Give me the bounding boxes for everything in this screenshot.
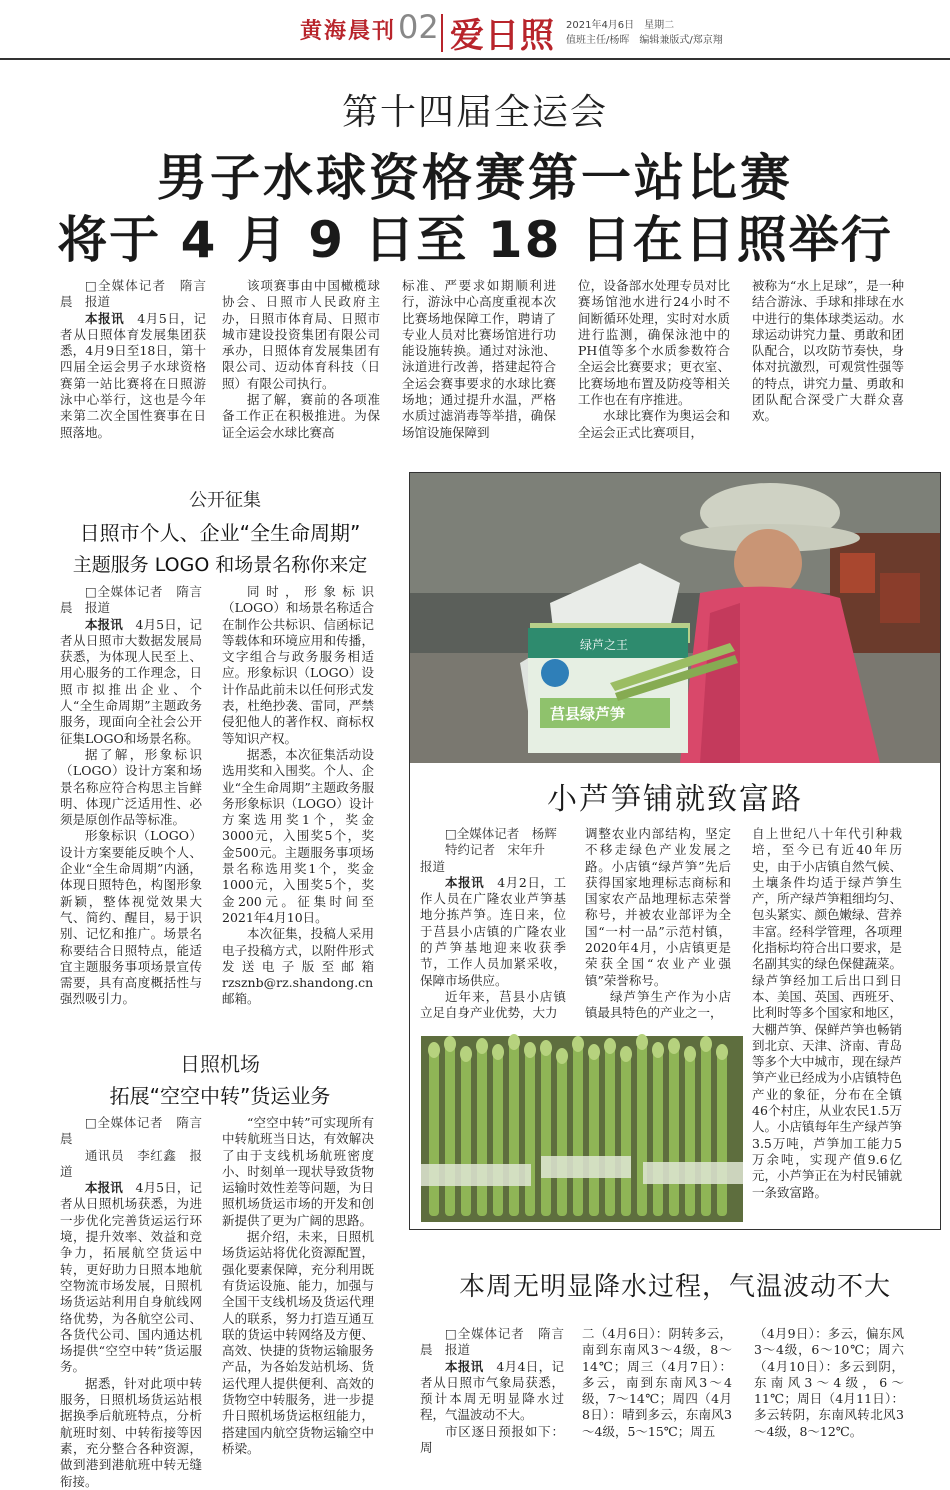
logo-kicker: 公开征集 [189, 490, 261, 511]
lead-col4b-text: 水球比赛作为奥运会和全运会正式比赛项目， [578, 408, 730, 440]
logo-lead: 本报讯 [85, 616, 123, 632]
airport-p3: “空空中转”可实现所有中转航班当日达，有效解决了由于支线机场航班密度小、时刻单一现状导致货物运输时效性差等问题，为日照机场货运市场的开发和创新提供了更为广阔的思路。 [222, 1115, 374, 1228]
asparagus-p4: 绿芦笋生产作为小店镇最具特色的产业之一， [585, 988, 731, 1021]
lead-kicker: 第十四届全运会 [341, 92, 608, 133]
airport-p1: 4月5日，记者从日照机场获悉，为进一步优化完善货运运行环境，提升效率、效益和竞争力，拓展航空货运中转，更好助力日照本地航空物流市场发展，日照机场货运站利用自身航线网络优势，为各航空公司、各货代公司、国内通达机场提供“空空中转”货运服务。 [60, 1180, 202, 1375]
page-number: 02 [398, 8, 439, 46]
lead-headline-2: 将于 4 月 9 日至 18 日在日照举行 [57, 211, 893, 269]
asparagus-byline-1: □全媒体记者 杨辉 [445, 826, 557, 841]
airport-title: 拓展“空空中转”货运业务 [109, 1084, 331, 1108]
weather-lead: 本报讯 [445, 1358, 484, 1374]
masthead-logo: 黄海晨刊 [300, 18, 397, 44]
masthead-divider [441, 14, 443, 52]
lead-byline: □全媒体记者 隋言晨 报道 [60, 278, 206, 310]
date-line: 2021年4月6日 星期二 [566, 20, 675, 31]
airport-byline-2: 通讯员 李红鑫 报道 [60, 1147, 202, 1179]
weather-col3: （4月9日）：多云，偏东风3～4级，6～10℃；周六（4月10日）：多云到阴，东南风3～4级，6～11℃；周日（4月11日）：多云转阴，东南风转北风3～4级，8～12℃。 [754, 1326, 904, 1439]
asparagus-col-2 [585, 826, 731, 1022]
weather-col-3 [754, 1326, 904, 1438]
asparagus-col-1 [420, 826, 566, 1022]
asparagus-p5: 自上世纪八十年代引种栽培，至今已有近40年历史，由于小店镇自然气候、土壤条件均适于绿芦笋生产，所产绿芦笋粗细均匀、包头紧实、颜色嫩绿、营养丰富。经科学管理，各项理化指标均符合出口要求，是名副其实的绿色保健蔬菜。绿芦笋经加工后出口到日本、美国、英国、西班牙、比利时等多个国家和地区，大棚芦笋、保鲜芦笋也畅销到北京、天津、济南、青岛等多个大中城市，现在绿芦笋产业已经成为小店镇特色产业的象征，分布在全镇46个村庄，从业农民1.5万人。小店镇每年生产绿芦笋3.5万吨，芦笋加工能力5万余吨，实现产值9.6亿元，小芦笋正在为村民铺就一条致富路。 [752, 826, 903, 1200]
logo-p1: 4月5日，记者从日照市大数据发展局获悉，为体现人民至上、用心服务的工作理念，日照市拟推出企业、个人“全生命周期”主题政务服务，现面向全社会公开征集LOGO和场景名称。 [60, 616, 202, 746]
asparagus-p1: 4月2日，工作人员在广隆农业芦笋基地分拣芦笋。连日来，位于莒县小店镇的广隆农业的芦笋基地迎来收获季节，工作人员加紧采收，保障市场供应。 [420, 874, 566, 988]
weather-p1: 4月4日，记者从日照市气象局获悉，预计本周无明显降水过程，气温波动不大。 [420, 1358, 564, 1423]
lead-col-1 [60, 278, 206, 462]
logo-col-1 [60, 584, 202, 1007]
airport-p2: 据悉，针对此项中转服务，日照机场货运站根据换季后航班特点，分析航班时刻、中转衔接等因素，充分整合各种资源，做到港到港航班中转无缝衔接。 [60, 1375, 202, 1489]
asparagus-title: 小芦笋铺就致富路 [547, 782, 803, 817]
airport-p4: 据介绍，未来，日照机场货运站将优化资源配置，强化要素保障，充分利用既有货运设施、能力，加强与全国干支线机场及货运代理人的联系，努力打造互通互联的货运中转网络及方便、高效、快捷的货物运输服务产品，为各始发站机场、货运代理人提供便利、高效的货物空中转服务，进一步提升日照机场货运枢纽能力，搭建国内航空货物运输空中桥梁。 [222, 1229, 374, 1456]
lead-col1-body: 4月5日，记者从日照体育发展集团获悉，4月9日至18日，第十四届全运会男子水球资格赛第一站比赛将在日照游泳中心举行，这也是今年来第二次全国性赛事在日照落地。 [60, 310, 206, 440]
asparagus-p2: 近年来，莒县小店镇立足自身产业优势，大力 [420, 988, 566, 1021]
weather-col-2 [582, 1326, 732, 1438]
logo-byline: □全媒体记者 隋言晨 报道 [60, 584, 202, 616]
asparagus-lead: 本报讯 [445, 874, 485, 890]
lead-col2b-text: 据了解，赛前的各项准备工作正在积极推进。为保证全运会水球比赛高 [222, 392, 380, 440]
airport-lead: 本报讯 [85, 1180, 123, 1196]
masthead-info [566, 18, 723, 48]
asparagus-p3: 调整农业内部结构，坚定不移走绿色产业发展之路。小店镇“绿芦笋”先后获得国家地理标志商标和国家农产品地理标志荣誉称号，并被农业部评为全国“一村一品”示范村镇，2020年4月，小店镇更是荣获全国“农业产业强镇”荣誉称号。 [585, 826, 731, 988]
asparagus-col-3 [752, 826, 902, 1226]
logo-p4: 同时，形象标识（LOGO）和场景名称适合在制作公共标识、信函标记等载体和环境应用和传播，文字组合与政务服务相适应。形象标识（LOGO）设计作品此前未以任何形式发表，杜绝抄袭、雷同，严禁侵犯他人的著作权、商标权等知识产权。 [222, 584, 374, 746]
logo-title-2: 主题服务 LOGO 和场景名称你来定 [72, 554, 368, 576]
asparagus-photo-farmer [410, 473, 940, 763]
section-title: 爱日照 [450, 16, 555, 56]
logo-p5: 据悉，本次征集活动设选用奖和入围奖。个人、企业“全生命周期”主题政务服务形象标识（LOGO）设计方案选用奖1个，奖金3000元，入围奖5个，奖金500元。主题服务事项场景名称选用奖1个，奖金1000元，入围奖5个，奖金200元。征集时间至2021年4月10日。 [222, 746, 374, 925]
lead-col4-text: 位，设备部水处理专员对比赛场馆池水进行24小时不间断循环处理，实时对水质进行监测，确保泳池中的PH值等多个水质参数符合全运会比赛要求；更衣室、比赛场地布置及防疫等相关工作也在有序推进。 [578, 278, 730, 408]
editor-line: 值班主任/杨晖 编辑兼版式/郑京翔 [566, 35, 723, 46]
lead-col5-text: 被称为“水上足球”，是一种结合游泳、手球和排球在水中进行的集体球类运动。水球运动讲究力量、勇敢和团队配合，以攻防节奏快，身体对抗激烈，可观赏性强等的特点，讲究力量、勇敢和团队配合深受广大群众喜欢。 [752, 278, 904, 424]
weather-title: 本周无明显降水过程，气温波动不大 [458, 1272, 891, 1302]
airport-byline-1: □全媒体记者 隋言晨 [60, 1115, 202, 1147]
logo-p6: 本次征集，投稿人采用电子投稿方式，以附件形式发送电子版至邮箱rzsznb@rz.shandong.cn邮箱。 [222, 926, 374, 1007]
asparagus-photo-bundles [421, 1036, 743, 1222]
weather-p2: 市区逐日预报如下：周 [420, 1423, 564, 1456]
airport-col-1 [60, 1115, 202, 1489]
asparagus-byline-3: 报道 [420, 858, 446, 874]
lead-headline-1: 男子水球资格赛第一站比赛 [157, 149, 793, 207]
lead-col-3 [402, 278, 556, 462]
weather-byline: □全媒体记者 隋言晨 报道 [420, 1326, 564, 1358]
asparagus-byline-2: 特约记者 宋年升 [445, 842, 546, 858]
logo-title-1: 日照市个人、企业“全生命周期” [79, 521, 361, 545]
weather-col2: 二（4月6日）：阴转多云，南到东南风3～4级，8～14℃；周三（4月7日）：多云，南到东南风3～4级，7～14℃；周四（4月8日）：晴到多云，东南风3～4级，5～15℃；周五 [582, 1326, 732, 1439]
lead-col2-text: 该项赛事由中国橄榄球协会、日照市人民政府主办，日照市体育局、日照市城市建设投资集团有限公司承办，日照体育发展集团有限公司、迈动体育科技（日照）有限公司执行。 [222, 278, 380, 391]
lead-col-4 [578, 278, 730, 462]
box-brand-1: 绿芦之王 [580, 638, 629, 652]
lead-col-2 [222, 278, 380, 462]
lead-col3-text: 标准、严要求如期顺利进行，游泳中心高度重视本次比赛场地保障工作，聘请了专业人员对比赛场馆进行功能设施转换。通过对泳池、泳道进行改善，搭建起符合全运会赛事要求的水球比赛场地；通过提升水温，严格水质过滤消毒等举措，确保场馆设施保障到 [402, 278, 556, 440]
airport-kicker: 日照机场 [180, 1052, 260, 1076]
lead-lead: 本报讯 [85, 310, 125, 326]
logo-p2: 据了解，形象标识（LOGO）设计方案和场景名称应符合构思主旨鲜明、体现广泛适用性、必须是原创作品等标准。 [60, 746, 202, 828]
box-brand-2: 莒县绿芦笋 [550, 705, 626, 723]
logo-col-2 [222, 584, 374, 1007]
logo-p3: 形象标识（LOGO）设计方案要能反映个人、企业“全生命周期”内涵，体现日照特色，构图形象新颖，整体视觉效果大气、简约、醒目，易于识别、记忆和推广。场景名称要结合日照特点，能适宜主题服务事项场景宣传需要，具有高度概括性与强烈吸引力。 [60, 828, 202, 1007]
masthead-rule [0, 58, 950, 60]
lead-col-5 [752, 278, 904, 462]
airport-col-2 [222, 1115, 374, 1456]
weather-col-1 [420, 1326, 564, 1456]
